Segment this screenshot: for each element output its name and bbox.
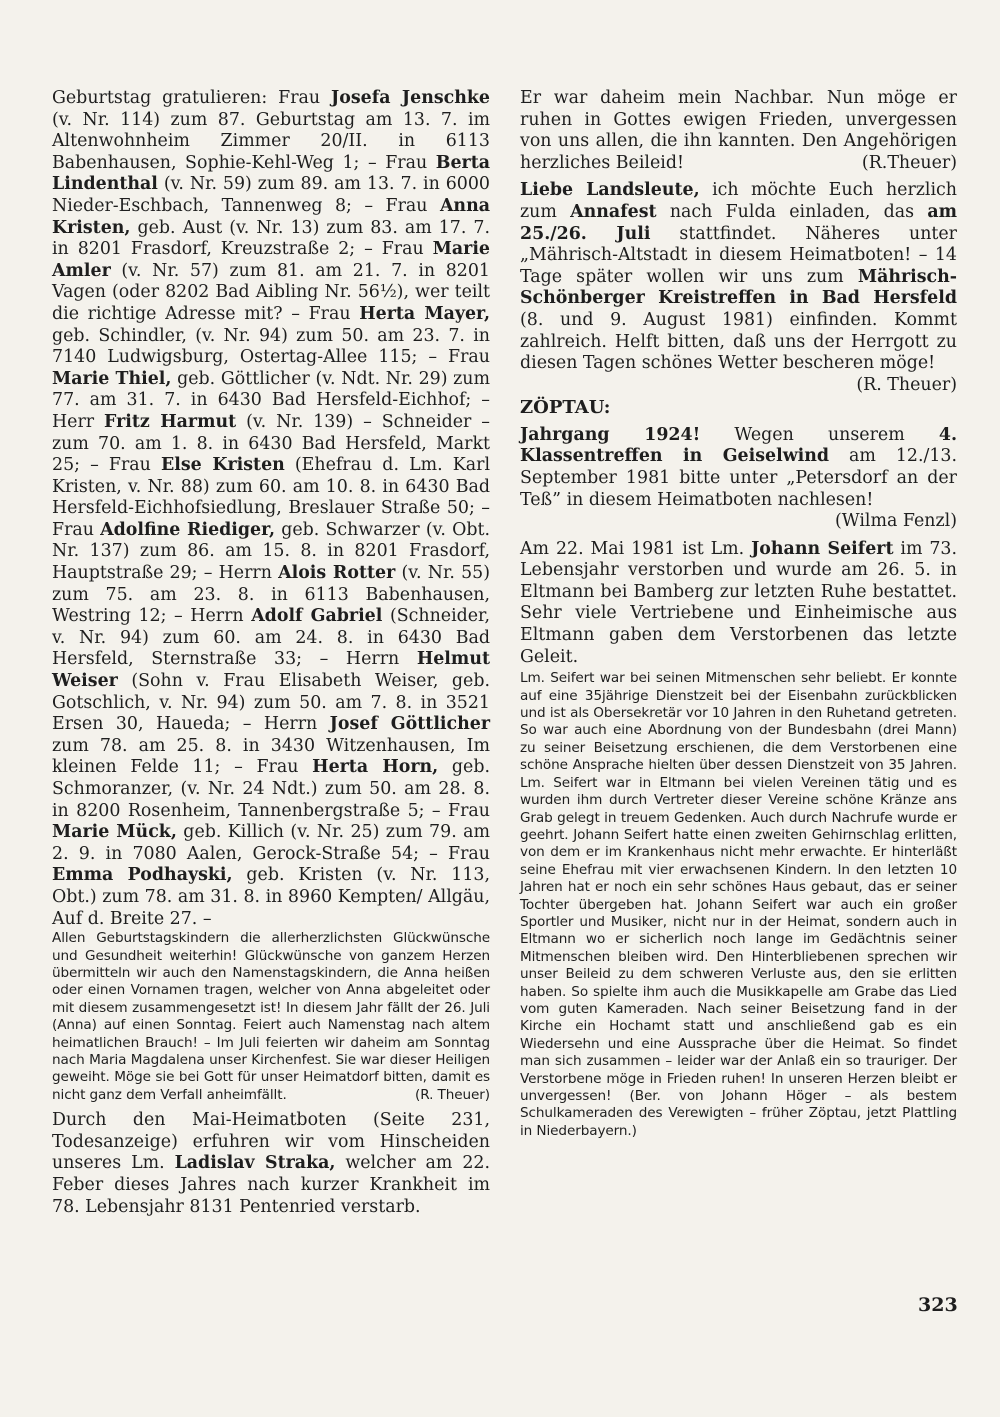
- continuation-paragraph: [520, 88, 957, 174]
- birthday-name: Anna Kristen,: [52, 195, 490, 238]
- obituary-name: Johann Seifert: [751, 538, 894, 559]
- birthday-entry: (v. Nr. 139) – Schneider – zum 70. am 1. 8. in 6430 Bad Hersfeld, Markt 25; – Frau: [52, 411, 490, 476]
- birthday-entry: geb. Schmoranzer, (v. Nr. 24 Ndt.) zum 50. am 28. 8. in 8200 Rosenheim, Tannenbergstraße 5; – Frau: [52, 757, 490, 821]
- birthday-list: [52, 88, 490, 930]
- obituary-detail: Lm. Seifert war bei seinen Mitmenschen sehr beliebt. Er konnte auf eine 35jährige Dienstzeit bei der Eisenbahn zurückblicken und ist als Obersekretär vor 10 Jahren in den Ruhetand getreten. So war auch eine Abordnung von der Bundesbahn (drei Mann) zu seiner Beisetzung erschienen, die dem Verstorbenen eine schöne Ansprache hielten über dessen Dienstzeit von 35 Jahren. Lm. Seifert war in Eltmann bei vielen Vereinen tätig und es wurden ihm durch Vertreter dieser Vereine schöne Kränze ans Grab gelegt in treuem Gedenken. Auch durch Nachrufe wurde er geehrt. Johann Seifert hatte einen zweiten Gehirnschlag erlitten, von dem er im Krankenhaus nicht mehr erwachte. Er hinterläßt seine Ehefrau mit vier erwachsenen Kindern. In den letzten 10 Jahren hat er noch ein sehr schönes Haus gebaut, das er seiner Tochter übergeben hat. Johann Seifert war auch ein großer Sportler und Musiker, nicht nur in der Heimat, sondern auch in Eltmann wo er sicherlich noch lange im Gedächtnis seiner Mitmenschen bleiben wird. Den Hinterbliebenen sprechen wir unser Beileid zu dem schweren Verluste aus, den sie erlitten haben. So spielte ihm auch die Musikkapelle am Grabe das Lied vom guten Kameraden. Nach seiner Beisetzung fand in der Kirche ein Hochamt statt und anschließend gab es ein Wiedersehn und eine Aussprache über die Heimat. So findet man sich zusammen – leider war der Anlaß ein so trauriger. Der Verstorbene möge in Frieden ruhen! In unseren Herzen bleibt er unvergessen! (Ber. von Johann Höger – als bestem Schulkameraden des Verewigten – früher Zöptau, jetzt Plattling in Niederbayern.): [520, 670, 957, 1139]
- invitation-bold: Liebe Landsleute,: [520, 180, 700, 201]
- class-reunion-bold: 4. Klassentreffen in Geiselwind: [520, 424, 958, 467]
- birthday-entry: (Ehefrau d. Lm. Karl Kristen, v. Nr. 88) zum 60. am 10. 8. in 6430 Bad Hersfeld-Eichhofsiedlung, Breslauer Straße 50; – Frau: [52, 455, 491, 540]
- birthday-name: Helmut Weiser: [52, 649, 490, 692]
- birthday-name: Berta Lindenthal: [52, 152, 490, 195]
- continuation-text: Er war daheim mein Nachbar. Nun möge er ruhen in Gottes ewigen Frieden, unvergessen von uns allen, die ihn kannten. Den Angehörigen herzliches Beileid!: [520, 88, 957, 173]
- left-column: [52, 88, 490, 1218]
- death-notice-name: Ladislav Straka,: [174, 1153, 336, 1174]
- birthday-entry: geb. Killich (v. Nr. 25) zum 79. am 2. 9. in 7080 Aalen, Gerock-Straße 54; – Frau: [52, 822, 490, 864]
- continuation-signature: (R.Theuer): [861, 152, 957, 173]
- obituary-text: Am 22. Mai 1981 ist Lm.: [520, 538, 752, 559]
- birthday-name: Marie Mück,: [52, 822, 177, 843]
- class-reunion-bold: Jahrgang 1924!: [520, 424, 701, 445]
- birthday-entry: geb. Schindler, (v. Nr. 94) zum 50. am 23. 7. in 7140 Ludwigsburg, Ostertag-Allee 115; – Frau: [52, 325, 490, 368]
- invitation-bold: am 25./26. Juli: [520, 201, 957, 244]
- birthday-name: Marie Thiel,: [52, 368, 172, 389]
- death-notice-text: Durch den Mai-Heimatboten (Seite 231, Todesanzeige) erfuhren wir vom Hinscheiden unseres Lm.: [52, 1110, 490, 1174]
- birthday-entry: (Sohn v. Frau Elisabeth Weiser, geb. Gotschlich, v. Nr. 94) zum 50. am 7. 8. in 3521 Ersen 30, Haueda; – Herrn: [52, 671, 490, 735]
- invitation-bold: Annafest: [570, 201, 657, 222]
- birthday-name: Josef Göttlicher: [329, 714, 490, 735]
- birthday-name: Marie Amler: [52, 239, 490, 281]
- class-reunion-text: am 12./13. September 1981 bitte unter „Petersdorf an der Teß” in diesem Heimatboten nachlesen!: [520, 446, 957, 510]
- page-number: 323: [918, 1294, 958, 1316]
- invitation-paragraph: [520, 180, 957, 395]
- birthday-name: Emma Podhayski,: [52, 865, 233, 886]
- section-heading: ZÖPTAU:: [520, 396, 611, 418]
- birthday-entry: geb. Göttlicher (v. Ndt. Nr. 29) zum 77. am 31. 7. in 6430 Bad Hersfeld-Eichhof; – Herr: [52, 368, 490, 432]
- obituary-text-end: im 73. Lebensjahr verstorben und wurde am 26. 5. in Eltmann bei Bamberg zur letzten Ruhe bestattet. Sehr viele Vertriebene und Einheimische aus Eltmann gaben dem Verstorbenen das letzte Geleit.: [520, 538, 957, 667]
- birthday-name: Adolfine Riediger,: [100, 519, 276, 540]
- invitation-text: ich möchte Euch herzlich zum: [520, 180, 957, 222]
- birthday-entry: (Schneider, v. Nr. 94) zum 60. am 24. 8. in 6430 Bad Hersfeld, Sternstraße 33; – Herrn: [52, 606, 490, 670]
- birthday-entry: zum 78. am 25. 8. in 3430 Witzenhausen, Im kleinen Felde 11; – Frau: [52, 735, 490, 778]
- birthday-entry: (v. Nr. 57) zum 81. am 21. 7. in 8201 Vagen (oder 8202 Bad Aibling Nr. 56½), wer teilt die richtige Adresse mit? – Frau: [52, 260, 490, 324]
- birthday-name: Adolf Gabriel: [251, 606, 383, 627]
- birthday-entry: (v. Nr. 59) zum 89. am 13. 7. in 6000 Nieder-Eschbach, Tannenweg 8; – Frau: [52, 174, 490, 216]
- class-reunion-text: Wegen unserem: [700, 424, 939, 445]
- invitation-text: nach Fulda einladen, das: [656, 201, 928, 222]
- wishes-text: Allen Geburtstagskindern die allerherzlichsten Glückwünsche und Gesundheit weiterhin! Glückwünsche von ganzem Herzen übermitteln wir auch den Namenstagskindern, die Anna heißen oder einen Vornamen tragen, welcher von Anna abgeleitet oder mit diesem zusammengesetzt ist! In diesem Jahr fällt der 26. Juli (Anna) auf einen Sonntag. Feiert auch Namenstag nach altem heimatlichen Brauch! – Im Juli feierten wir daheim am Sonntag nach Maria Magdalena unser Kirchenfest. Sie war dieser Heiligen geweiht. Möge sie bei Gott für unser Heimatdorf bitten, damit es nicht ganz dem Verfall anheimfällt.: [52, 930, 490, 1103]
- invitation-bold: Mährisch-Schönberger Kreistreffen in Bad Hersfeld: [520, 266, 957, 309]
- class-reunion-paragraph: [520, 425, 957, 533]
- birthday-name: Herta Horn,: [312, 757, 439, 778]
- birthday-entry: geb. Kristen (v. Nr. 113, Obt.) zum 78. am 31. 8. in 8960 Kempten/ Allgäu, Auf d. Breite 27. –: [52, 865, 490, 929]
- right-column: [520, 88, 957, 1140]
- birthday-entry: (v. Nr. 55) zum 75. am 23. 8. in 6113 Babenhausen, Westring 12; – Herrn: [52, 563, 491, 627]
- class-reunion-signature: (Wilma Fenzl): [835, 511, 957, 532]
- wishes-paragraph: [52, 930, 490, 1104]
- birthday-name: Fritz Harmut: [104, 411, 237, 432]
- birthday-intro: Geburtstag gratulieren: Frau: [52, 88, 332, 108]
- birthday-name: Josefa Jenschke: [331, 88, 490, 108]
- invitation-text: (8. und 9. August 1981) einfinden. Kommt zahlreich. Helft bitten, daß uns der Herrgott zu diesen Tagen schönes Wetter bescheren möge!: [520, 309, 957, 374]
- death-notice: [52, 1110, 490, 1218]
- invitation-text: stattfindet. Näheres unter „Mährisch-Altstadt in diesem Heimatboten! – 14 Tage später wollen wir uns zum: [520, 223, 957, 287]
- death-notice-text-end: welcher am 22. Feber dieses Jahres nach kurzer Krankheit im 78. Lebensjahr 8131 Pentenried verstarb.: [52, 1153, 490, 1217]
- birthday-entry: geb. Schwarzer (v. Obt. Nr. 137) zum 86. am 15. 8. in 8201 Frasdorf, Hauptstraße 29; – Herrn: [52, 519, 490, 584]
- birthday-entry: (v. Nr. 114) zum 87. Geburtstag am 13. 7. im Altenwohnheim Zimmer 20/II. in 6113 Babenhausen, Sophie-Kehl-Weg 1; – Frau: [52, 109, 490, 173]
- birthday-entry: geb. Aust (v. Nr. 13) zum 83. am 17. 7. in 8201 Frasdorf, Kreuzstraße 2; – Frau: [52, 217, 490, 260]
- wishes-signature: (R. Theuer): [415, 1086, 490, 1103]
- birthday-name: Alois Rotter: [278, 563, 396, 584]
- invitation-signature: (R. Theuer): [856, 374, 957, 395]
- birthday-name: Else Kristen: [161, 455, 285, 476]
- birthday-name: Herta Mayer,: [359, 303, 491, 324]
- obituary-paragraph: [520, 539, 957, 669]
